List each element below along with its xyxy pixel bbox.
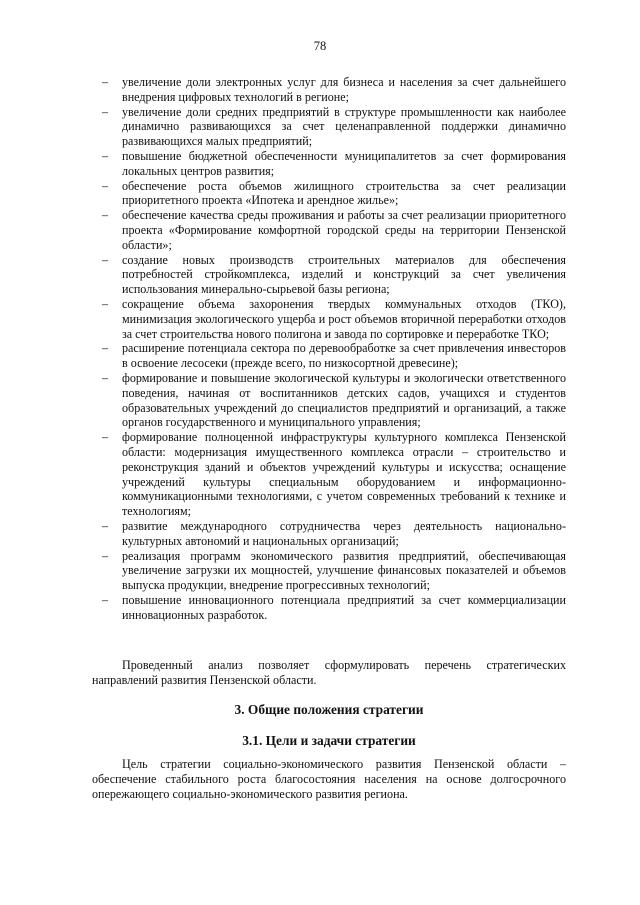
list-item-text: увеличение доли электронных услуг для бизнеса и населения за счет дальнейшего внедрения цифровых технологий в регионе; — [122, 75, 566, 104]
bullet-dash: – — [102, 518, 109, 533]
list-item — [92, 430, 566, 519]
bullet-dash: – — [102, 430, 109, 445]
list-item — [92, 208, 566, 252]
bullet-dash: – — [102, 252, 109, 267]
list-item — [92, 297, 566, 341]
list-item — [92, 149, 566, 179]
list-item — [92, 253, 566, 297]
bullet-dash: – — [102, 548, 109, 563]
list-item-text: повышение бюджетной обеспеченности муниципалитетов за счет формирования локальных центров развития; — [122, 148, 566, 178]
list-item-text: формирование и повышение экологической культуры и экологически ответственного поведения, начиная от воспитанников детских садов, учащихся и студентов образовательных учреждений до специалистов предприятий и организаций, а также органов государственного и муниципального управления; — [122, 370, 566, 430]
bullet-dash: – — [102, 370, 109, 385]
subsection-heading: 3.1. Цели и задачи стратегии — [242, 733, 416, 748]
list-item — [92, 549, 566, 593]
bullet-dash: – — [102, 148, 109, 163]
list-item-text: развитие международного сотрудничества через деятельность национально-культурных автономий и национальных организаций; — [122, 518, 566, 548]
list-item-text: расширение потенциала сектора по деревообработке за счет привлечения инвесторов в освоение лесосеки (прежде всего, по низкосортной древесине); — [122, 341, 566, 371]
conclusion-paragraph: Проведенный анализ позволяет сформулировать перечень стратегических направлений развития Пензенской области. — [92, 658, 566, 687]
list-item — [92, 105, 566, 149]
list-item-text: формирование полноценной инфраструктуры культурного комплекса Пензенской области: модернизация имущественного комплекса отрасли – строительство и реконструкция зданий и объектов учреждений культуры и искусства; оснащение учреждений культуры специальным оборудованием и информационно-коммуникационными технологиями, с учетом современных требований к технике и технологиям; — [122, 430, 566, 519]
page-number: 78 — [313, 39, 327, 53]
bullet-dash: – — [102, 341, 109, 356]
list-item — [92, 341, 566, 371]
bullet-dash: – — [102, 592, 109, 607]
list-item — [92, 75, 566, 105]
bullet-list — [92, 75, 566, 622]
list-item-text: обеспечение роста объемов жилищного строительства за счет реализации приоритетного проекта «Ипотека и арендное жилье»; — [122, 178, 566, 208]
bullet-dash: – — [102, 75, 109, 89]
list-item-text: увеличение доли средних предприятий в структуре промышленности как наиболее динамично развивающихся за счет целенаправленной поддержки динамично развивающихся малых предприятий; — [122, 104, 566, 149]
list-item — [92, 519, 566, 549]
list-item — [92, 371, 566, 430]
list-item-text: обеспечение качества среды проживания и работы за счет реализации приоритетного проекта «Формирование комфортной городской среды на территории Пензенской области»; — [122, 208, 566, 252]
goal-paragraph: Цель стратегии социально-экономического развития Пензенской области – обеспечение стабильного роста благосостояния населения на основе долгосрочного опережающего социально-экономического развития региона. — [92, 757, 566, 801]
list-item-text: сокращение объема захоронения твердых коммунальных отходов (ТКО), минимизация экологического ущерба и рост объемов вторичной переработки отходов за счет строительства нового полигона и завода по сортировке и переработке ТКО; — [122, 296, 566, 341]
bullet-dash: – — [102, 208, 109, 223]
list-item — [92, 593, 566, 623]
list-item — [92, 179, 566, 209]
bullet-dash: – — [102, 178, 109, 193]
bullet-dash: – — [102, 296, 109, 311]
list-item-text: реализация программ экономического развития предприятий, обеспечивающая увеличение загрузки их мощностей, улучшение финансовых показателей и объемов выпуска продукции, внедрение прогрессивных технологий; — [122, 548, 566, 593]
bullet-dash: – — [102, 104, 109, 119]
list-item-text: создание новых производств строительных материалов для обеспечения потребностей стройкомплекса, изделий и конструкций за счет увеличения использования минерально-сырьевой базы региона; — [122, 252, 566, 297]
list-item-text: повышение инновационного потенциала предприятий за счет коммерциализации инновационных разработок. — [122, 592, 566, 622]
section-heading: 3. Общие положения стратегии — [234, 702, 424, 717]
